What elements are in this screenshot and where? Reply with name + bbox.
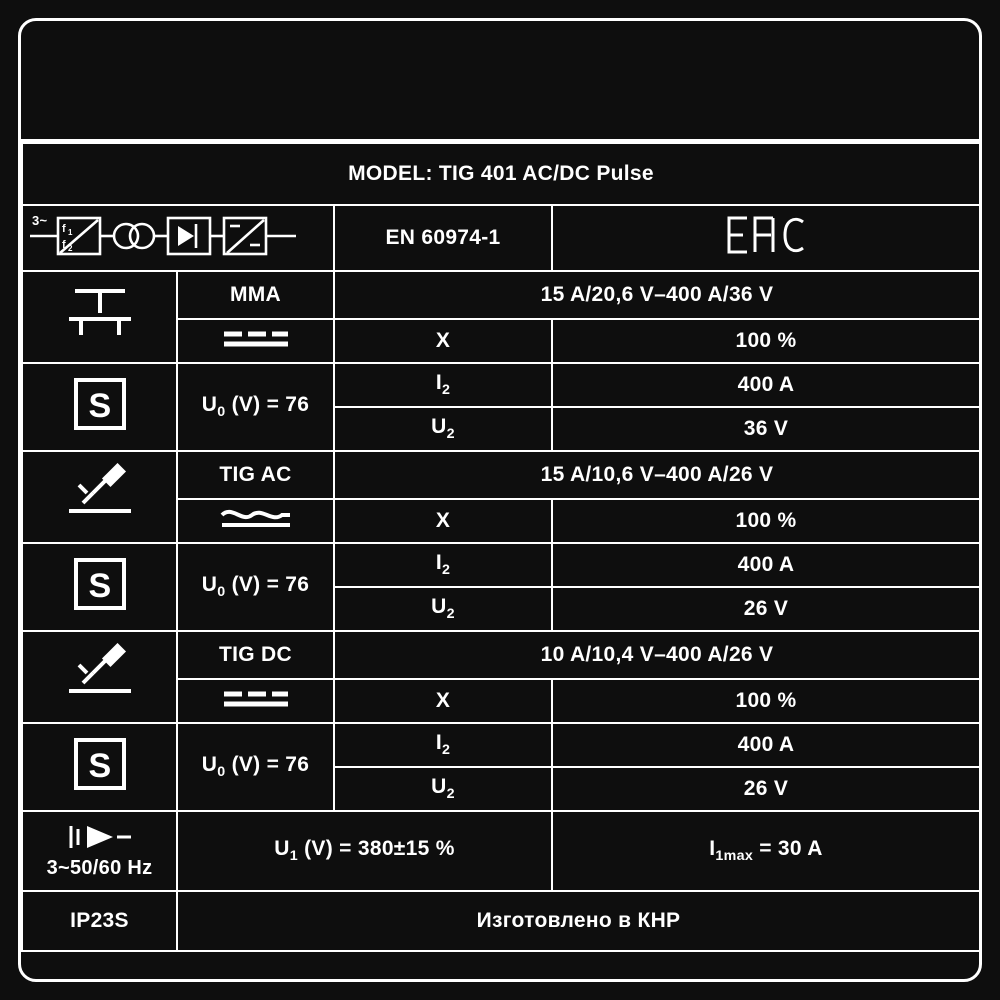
S-safety-icon: [22, 543, 177, 631]
svg-text:3~: 3~: [32, 213, 48, 228]
svg-text:S: S: [88, 387, 111, 425]
plate-border: [18, 18, 982, 982]
standard-label: EN 60974-1: [334, 205, 552, 271]
mma-u2-label: $U_2$: [334, 407, 552, 451]
mma-duty-label: X: [334, 319, 552, 363]
tigac-u0-label: $U_0$ (V) = 76: [177, 543, 334, 631]
mma-process-row: [22, 271, 980, 319]
mma-range: 15 A/20,6 V–400 A/36 V: [334, 271, 980, 319]
tigac-i2-row: [22, 543, 980, 587]
tigac-range: 15 A/10,6 V–400 A/26 V: [334, 451, 980, 499]
mma-duty-value: 100 %: [552, 319, 980, 363]
three-phase-supply-icon: [65, 822, 135, 852]
mma-u0-label: $U_0$ (V) = 76: [177, 363, 334, 451]
tigdc-u0-label: $U_0$ (V) = 76: [177, 723, 334, 811]
tigdc-dc-icon: [177, 679, 334, 723]
mains-supply-cell: [22, 811, 177, 891]
tigdc-u2-label: $U_2$: [334, 767, 552, 811]
eac-glyph: [721, 212, 811, 258]
model-row: [22, 143, 980, 205]
mma-process-label: MMA: [177, 271, 334, 319]
tigac-u2-label: $U_2$: [334, 587, 552, 631]
tigac-i2-label: $I_2$: [334, 543, 552, 587]
tigdc-i2-row: [22, 723, 980, 767]
svg-text:2: 2: [68, 244, 73, 253]
svg-text:f: f: [62, 239, 66, 251]
mains-circuit-symbol-cell: [22, 205, 334, 271]
tigdc-duty-value: 100 %: [552, 679, 980, 723]
S-safety-icon: [22, 723, 177, 811]
standard-row: [22, 205, 980, 271]
mains-row: [22, 811, 980, 891]
mma-i2-row: [22, 363, 980, 407]
tig-torch-icon: [22, 631, 177, 723]
tigdc-range: 10 A/10,4 V–400 A/26 V: [334, 631, 980, 679]
tigdc-i2-value: 400 A: [552, 723, 980, 767]
origin-label: Изготовлено в КНР: [177, 891, 980, 951]
model-label: MODEL: TIG 401 AC/DC Pulse: [22, 143, 980, 205]
mma-i2-label: $I_2$: [334, 363, 552, 407]
blank-top-area: [21, 21, 979, 142]
svg-text:1: 1: [68, 228, 73, 237]
mains-voltage: $U_1$ (V) = 380±15 %: [177, 811, 552, 891]
mma-dc-icon: [177, 319, 334, 363]
tigac-duty-label: X: [334, 499, 552, 543]
tigdc-process-label: TIG DC: [177, 631, 334, 679]
svg-text:S: S: [88, 747, 111, 785]
mma-i2-value: 400 A: [552, 363, 980, 407]
eac-mark-icon: [552, 205, 980, 271]
tigdc-u2-value: 26 V: [552, 767, 980, 811]
tigac-ac-icon: [177, 499, 334, 543]
stick-electrode-icon: [22, 271, 177, 363]
tigac-process-label: TIG AC: [177, 451, 334, 499]
svg-text:S: S: [88, 567, 111, 605]
mma-u2-value: 36 V: [552, 407, 980, 451]
footer-row: [22, 891, 980, 951]
mains-frequency: 3~50/60 Hz: [46, 857, 153, 879]
tigac-u2-value: 26 V: [552, 587, 980, 631]
tigac-process-row: [22, 451, 980, 499]
inverter-block-diagram-icon: [28, 212, 328, 258]
S-safety-icon: [22, 363, 177, 451]
tigdc-duty-label: X: [334, 679, 552, 723]
specification-table: [21, 142, 981, 952]
tig-torch-icon: [22, 451, 177, 543]
tigdc-process-row: [22, 631, 980, 679]
tigac-duty-value: 100 %: [552, 499, 980, 543]
tigac-i2-value: 400 A: [552, 543, 980, 587]
tigdc-i2-label: $I_2$: [334, 723, 552, 767]
svg-text:f: f: [62, 223, 66, 235]
ip-rating: IP23S: [22, 891, 177, 951]
mains-current: $I_{1max} = 30$ A: [552, 811, 980, 891]
